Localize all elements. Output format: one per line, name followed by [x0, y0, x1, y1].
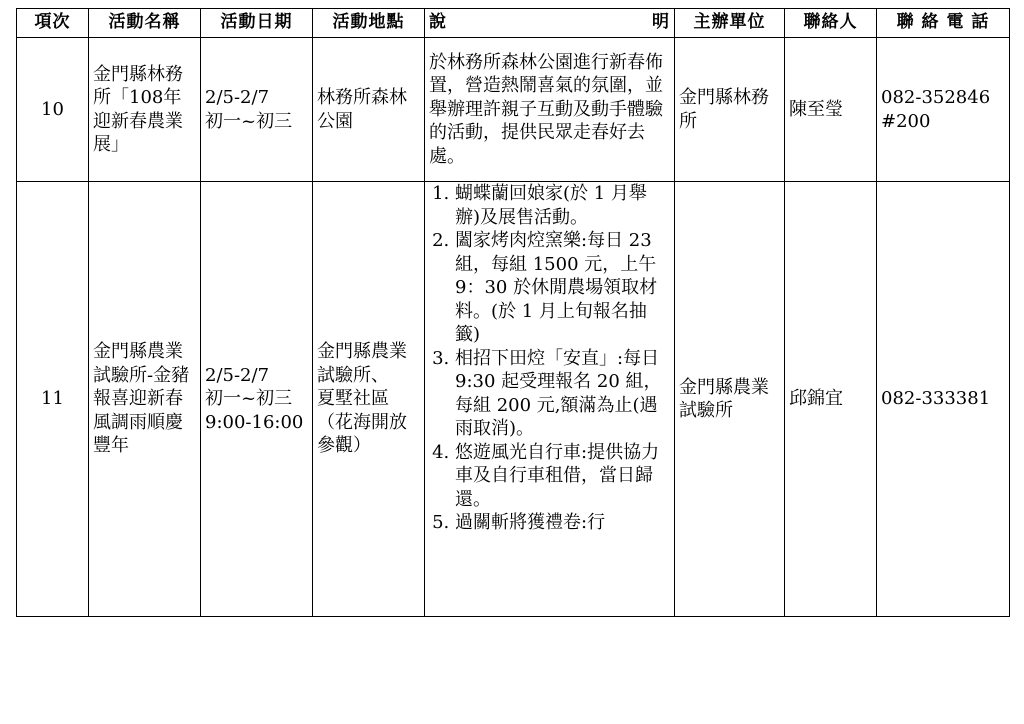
header-contact: 聯絡人 [785, 9, 877, 38]
header-description [425, 9, 675, 38]
cell-description: 於林務所森林公園進行新春佈置，營造熱鬧喜氣的氛圍，並舉辦理許親子互動及動手體驗的活動，提供民眾走春好去處。 [425, 38, 675, 182]
cell-organizer: 金門縣農業試驗所 [675, 182, 785, 617]
activity-table [16, 8, 1010, 617]
description-list [429, 182, 670, 535]
header-organizer: 主辦單位 [675, 9, 785, 38]
cell-index: 10 [17, 38, 89, 182]
cell-phone: 082-352846 #200 [877, 38, 1010, 182]
list-item: 2. 闔家烤肉焢窯樂:每日 23 組，每組 1500 元，上午 9：30 於休閒農場領取材料。(於 1 月上旬報名抽籤) [455, 229, 670, 347]
header-activity-location: 活動地點 [313, 9, 425, 38]
header-phone: 聯 絡 電 話 [877, 9, 1010, 38]
list-item: 5. 過關斬將獲禮卷:行 [455, 511, 670, 535]
header-index: 項次 [17, 9, 89, 38]
table-row [17, 38, 1010, 182]
cell-activity-date: 2/5-2/7 初一~初三 9:00-16:00 [201, 182, 313, 617]
cell-activity-date: 2/5-2/7 初一~初三 [201, 38, 313, 182]
cell-activity-location: 金門縣農業試驗所、 夏墅社區（花海開放參觀） [313, 182, 425, 617]
cell-contact: 陳至瑩 [785, 38, 877, 182]
list-item: 1. 蝴蝶蘭回娘家(於 1 月舉辦)及展售活動。 [455, 182, 670, 229]
cell-organizer: 金門縣林務所 [675, 38, 785, 182]
list-item: 3. 相招下田焢「安直」:每日 9:30 起受理報名 20 組，每組 200 元,額滿為止(遇雨取消)。 [455, 347, 670, 441]
header-description-left: 說 [429, 12, 447, 33]
header-activity-date: 活動日期 [201, 9, 313, 38]
header-description-right: 明 [652, 12, 670, 33]
cell-description [425, 182, 675, 617]
table-row [17, 182, 1010, 617]
header-activity-name: 活動名稱 [89, 9, 201, 38]
cell-index: 11 [17, 182, 89, 617]
cell-activity-location: 林務所森林公園 [313, 38, 425, 182]
cell-contact: 邱錦宜 [785, 182, 877, 617]
header-row [17, 9, 1010, 38]
cell-phone: 082-333381 [877, 182, 1010, 617]
cell-activity-name: 金門縣林務所「108年迎新春農業展」 [89, 38, 201, 182]
cell-activity-name: 金門縣農業試驗所-金豬報喜迎新春風調雨順慶豐年 [89, 182, 201, 617]
list-item: 4. 悠遊風光自行車:提供協力車及自行車租借，當日歸還。 [455, 441, 670, 512]
